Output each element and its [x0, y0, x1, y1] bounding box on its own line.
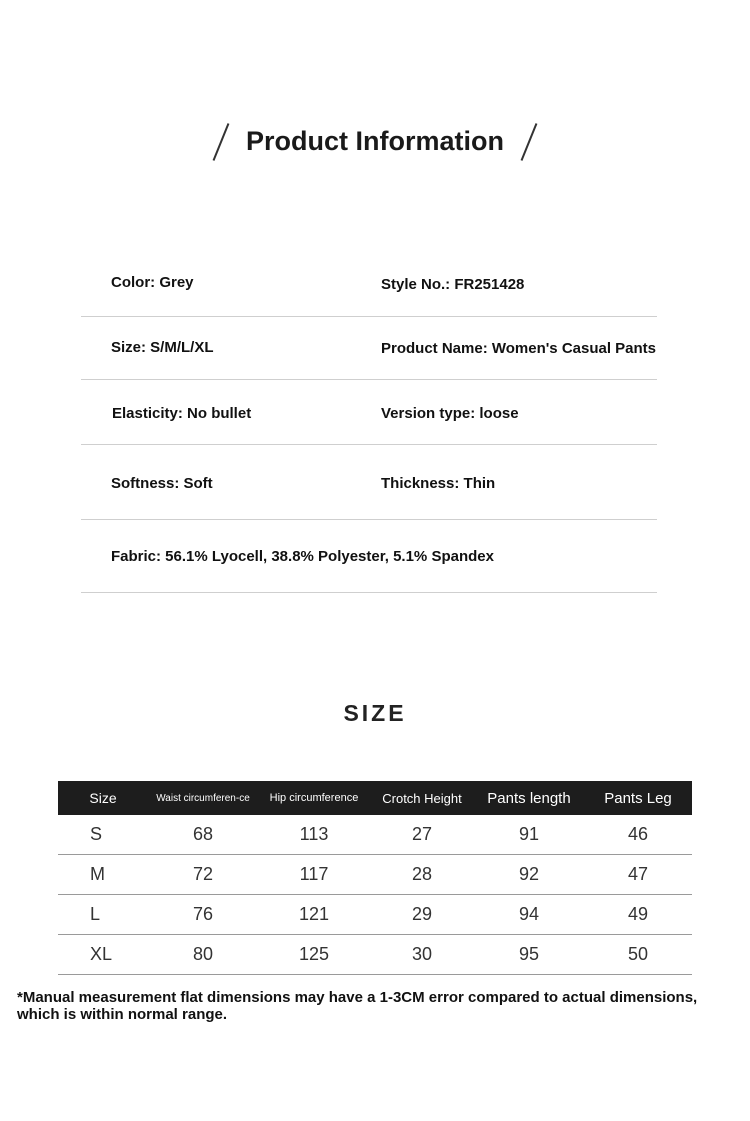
- divider: [81, 444, 657, 445]
- info-product-name: Product Name: Women's Casual Pants: [381, 340, 657, 357]
- cell-crotch-height: 27: [370, 815, 474, 855]
- table-row: [58, 815, 692, 855]
- cell-pants-length: 91: [474, 815, 584, 855]
- cell-waist: 72: [148, 855, 258, 895]
- cell-size: XL: [58, 935, 148, 975]
- cell-hip: 117: [258, 855, 370, 895]
- table-header-row: [58, 781, 692, 815]
- col-header-pants-leg: Pants Leg: [584, 781, 692, 815]
- col-header-waist: Waist circumferen-ce: [148, 781, 258, 815]
- cell-waist: 80: [148, 935, 258, 975]
- info-softness: Softness: Soft: [111, 475, 213, 492]
- col-header-crotch-height: Crotch Height: [370, 781, 474, 815]
- cell-crotch-height: 28: [370, 855, 474, 895]
- divider: [81, 592, 657, 593]
- measurement-note: *Manual measurement flat dimensions may have a 1-3CM error compared to actual dimensions, which is within normal range.: [17, 989, 698, 1023]
- info-thickness: Thickness: Thin: [381, 475, 496, 492]
- divider: [81, 379, 657, 380]
- cell-waist: 68: [148, 815, 258, 855]
- cell-hip: 113: [258, 815, 370, 855]
- info-version-type: Version type: loose: [381, 405, 519, 422]
- page-title: Product Information: [246, 126, 504, 156]
- cell-crotch-height: 30: [370, 935, 474, 975]
- info-style-no: Style No.: FR251428: [381, 276, 525, 293]
- info-elasticity: Elasticity: No bullet: [112, 405, 252, 422]
- info-color: Color: Grey: [111, 274, 194, 291]
- cell-pants-length: 92: [474, 855, 584, 895]
- table-row: [58, 855, 692, 895]
- cell-pants-leg: 46: [584, 815, 692, 855]
- cell-size: M: [58, 855, 148, 895]
- table-row: [58, 935, 692, 975]
- divider: [81, 316, 657, 317]
- cell-pants-leg: 50: [584, 935, 692, 975]
- divider: [81, 519, 657, 520]
- col-header-pants-length: Pants length: [474, 781, 584, 815]
- size-table: [58, 781, 692, 975]
- col-header-hip: Hip circumference: [258, 781, 370, 815]
- col-header-size: Size: [58, 781, 148, 815]
- size-section-title: SIZE: [343, 700, 407, 726]
- cell-size: S: [58, 815, 148, 855]
- cell-pants-leg: 49: [584, 895, 692, 935]
- cell-hip: 125: [258, 935, 370, 975]
- table-row: [58, 895, 692, 935]
- cell-pants-length: 94: [474, 895, 584, 935]
- info-size: Size: S/M/L/XL: [111, 339, 214, 356]
- cell-crotch-height: 29: [370, 895, 474, 935]
- cell-pants-length: 95: [474, 935, 584, 975]
- cell-pants-leg: 47: [584, 855, 692, 895]
- cell-waist: 76: [148, 895, 258, 935]
- info-fabric: Fabric: 56.1% Lyocell, 38.8% Polyester, 5.1% Spandex: [111, 548, 494, 565]
- cell-hip: 121: [258, 895, 370, 935]
- cell-size: L: [58, 895, 148, 935]
